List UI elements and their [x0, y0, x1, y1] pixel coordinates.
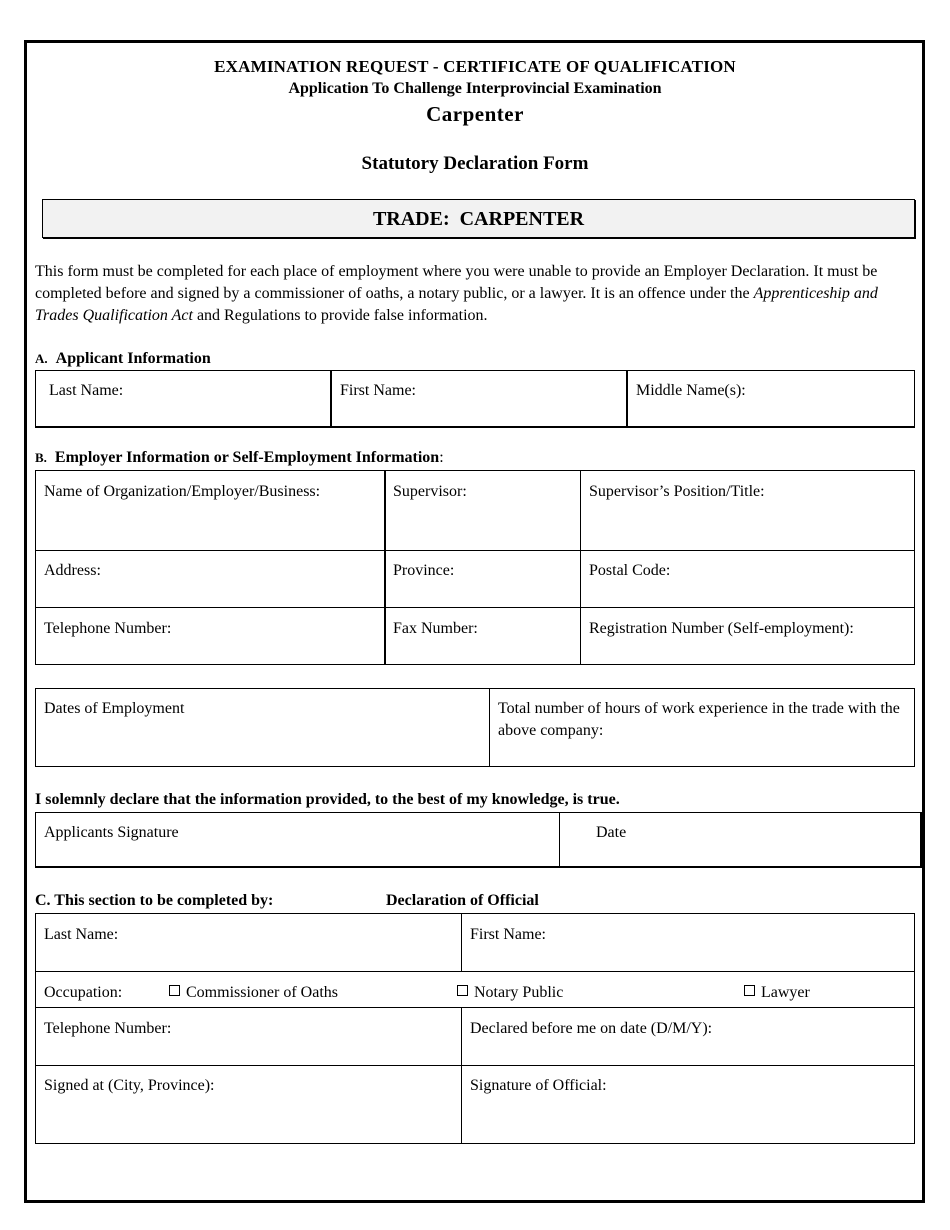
- section-c-title: C. This section to be completed by:: [35, 892, 274, 909]
- section-a-letter: A.: [35, 351, 48, 366]
- official-first-name-field[interactable]: [462, 914, 914, 971]
- province-label: Province:: [393, 562, 455, 579]
- signed-at-field[interactable]: [35, 1066, 461, 1143]
- official-signature-label: Signature of Official:: [470, 1077, 607, 1094]
- employer-telephone-label: Telephone Number:: [44, 620, 172, 637]
- form-header-subtitle: Application To Challenge Interprovincial Examination: [288, 80, 662, 97]
- applicant-first-name-field[interactable]: [331, 370, 626, 427]
- trade-banner: TRADE: CARPENTER: [42, 199, 915, 238]
- form-title: Statutory Declaration Form: [361, 153, 589, 174]
- applicant-middle-name-field[interactable]: [627, 370, 915, 427]
- section-b-letter: B.: [35, 450, 47, 465]
- applicant-last-name-label: Last Name:: [49, 382, 124, 399]
- notary-public-label: Notary Public: [474, 984, 564, 1001]
- lawyer-label: Lawyer: [761, 984, 810, 1001]
- address-field[interactable]: [35, 551, 384, 607]
- employer-name-field[interactable]: [35, 471, 384, 550]
- declaration-date-label: Date: [596, 824, 627, 841]
- act-name: Apprenticeship and Trades Qualification Act: [35, 285, 878, 324]
- official-last-name-field[interactable]: [35, 914, 461, 971]
- province-field[interactable]: [386, 551, 580, 607]
- lawyer-option[interactable]: [744, 982, 810, 1004]
- section-a-title: Applicant Information: [55, 350, 211, 367]
- divider: [35, 971, 915, 972]
- declaration-date-field[interactable]: [560, 813, 920, 866]
- postal-code-field[interactable]: [581, 551, 914, 607]
- declared-date-label: Declared before me on date (D/M/Y):: [470, 1020, 713, 1037]
- official-telephone-label: Telephone Number:: [44, 1020, 172, 1037]
- checkbox-icon[interactable]: [457, 985, 468, 996]
- occupation-label: Occupation:: [44, 984, 123, 1001]
- supervisor-position-label: Supervisor’s Position/Title:: [589, 483, 765, 500]
- trade-title: Carpenter: [426, 102, 524, 126]
- intro-text-2: and Regulations to provide false information.: [192, 307, 488, 324]
- official-first-name-label: First Name:: [470, 926, 546, 943]
- declared-date-field[interactable]: [462, 1008, 914, 1065]
- applicant-signature-label: Applicants Signature: [44, 824, 179, 841]
- section-a-heading: [35, 350, 211, 368]
- postal-code-label: Postal Code:: [589, 562, 671, 579]
- commissioner-of-oaths-label: Commissioner of Oaths: [186, 984, 338, 1001]
- official-signature-field[interactable]: [462, 1066, 914, 1143]
- applicant-middle-name-label: Middle Name(s):: [636, 382, 746, 399]
- section-b-title: Employer Information or Self-Employment Information: [54, 449, 440, 466]
- commissioner-of-oaths-option[interactable]: [169, 982, 338, 1004]
- supervisor-position-field[interactable]: [581, 471, 914, 550]
- applicant-last-name-field[interactable]: [35, 370, 330, 427]
- hours-experience-label: Total number of hours of work experience in the trade with the above company:: [498, 700, 900, 739]
- employer-telephone-field[interactable]: [35, 608, 384, 664]
- address-label: Address:: [44, 562, 101, 579]
- checkbox-icon[interactable]: [169, 985, 180, 996]
- employer-name-label: Name of Organization/Employer/Business:: [44, 483, 321, 500]
- fax-number-label: Fax Number:: [393, 620, 478, 637]
- registration-number-label: Registration Number (Self-employment):: [589, 620, 854, 637]
- intro-paragraph: [35, 261, 920, 327]
- fax-number-field[interactable]: [386, 608, 580, 664]
- supervisor-label: Supervisor:: [393, 483, 467, 500]
- dates-of-employment-field[interactable]: [35, 689, 489, 766]
- dates-of-employment-label: Dates of Employment: [44, 700, 185, 717]
- registration-number-field[interactable]: [581, 608, 914, 664]
- checkbox-icon[interactable]: [744, 985, 755, 996]
- hours-experience-field[interactable]: [490, 689, 914, 766]
- official-telephone-field[interactable]: [35, 1008, 461, 1065]
- official-last-name-label: Last Name:: [44, 926, 119, 943]
- section-b-colon: :: [439, 449, 444, 466]
- supervisor-field[interactable]: [386, 471, 580, 550]
- applicant-first-name-label: First Name:: [340, 382, 416, 399]
- form-header-title: EXAMINATION REQUEST - CERTIFICATE OF QUALIFICATION: [214, 57, 736, 76]
- section-b-heading: [35, 449, 444, 467]
- intro-text-1: This form must be completed for each place of employment where you were unable to provide an Employer Declaration. It must be completed before and signed by a commissioner of oaths, a notary public, or a lawyer. It is an offence under the: [35, 263, 878, 302]
- declaration-statement: I solemnly declare that the information provided, to the best of my knowledge, is true.: [35, 791, 620, 808]
- notary-public-option[interactable]: [457, 982, 563, 1004]
- applicant-signature-field[interactable]: [35, 813, 559, 866]
- section-c-subtitle: Declaration of Official: [386, 892, 539, 909]
- signed-at-label: Signed at (City, Province):: [44, 1077, 215, 1094]
